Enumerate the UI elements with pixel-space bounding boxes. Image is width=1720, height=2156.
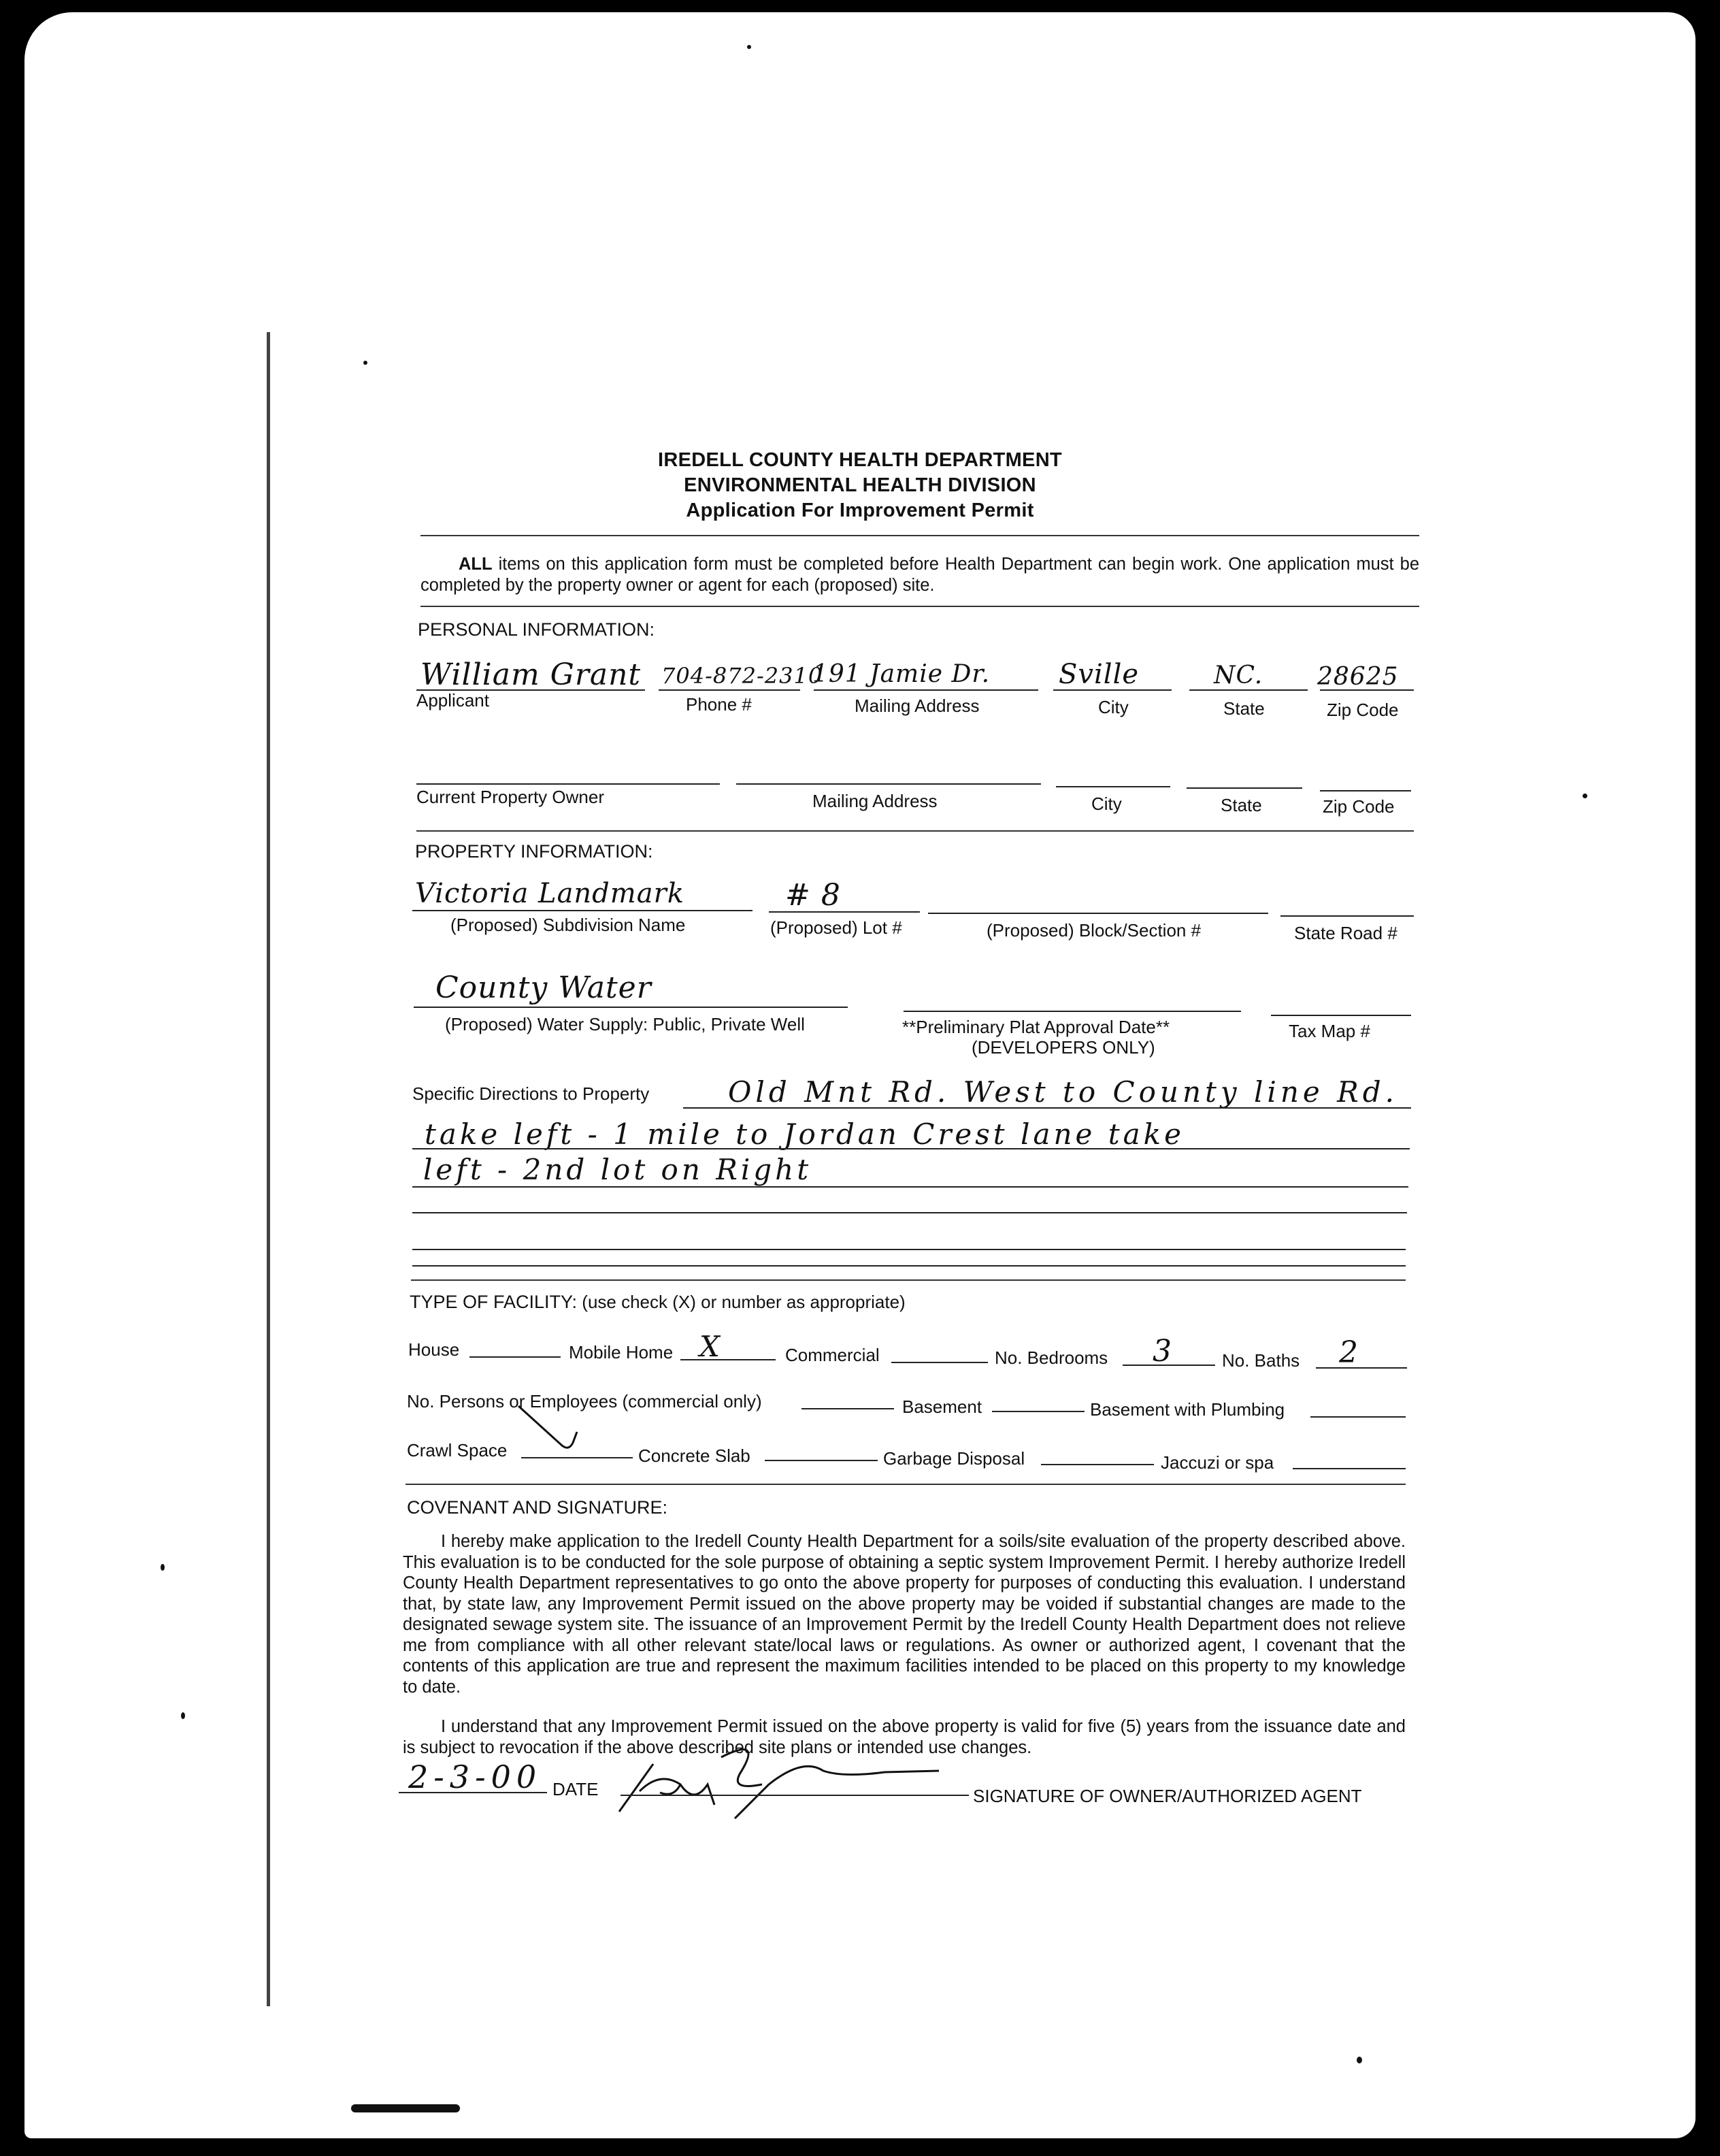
owner-state-line: [1187, 787, 1302, 789]
basement-label: Basement: [902, 1396, 982, 1417]
signature-mark[interactable]: [599, 1744, 953, 1832]
owner-mailing-line: [736, 783, 1041, 785]
subdivision-line: [412, 910, 752, 911]
intro-text: [420, 554, 1419, 595]
zip-line: [1320, 689, 1414, 691]
form-division-title: ENVIRONMENTAL HEALTH DIVISION: [684, 474, 1036, 496]
owner-label: Current Property Owner: [416, 787, 604, 807]
owner-zip-line: [1320, 790, 1411, 791]
baths-label: No. Baths: [1222, 1350, 1300, 1371]
water-label: (Proposed) Water Supply: Public, Private Well: [445, 1014, 805, 1034]
baths-value[interactable]: 2: [1339, 1335, 1359, 1370]
directions-line5: [412, 1249, 1406, 1250]
bedrooms-line: [1123, 1365, 1215, 1366]
lot-label: (Proposed) Lot #: [770, 917, 902, 938]
scan-speck: [747, 45, 751, 49]
owner-mailing-label: Mailing Address: [812, 791, 938, 811]
header-rule: [420, 535, 1419, 536]
personal-rule: [416, 830, 1414, 832]
directions-line1-value[interactable]: Old Mnt Rd. West to County line Rd.: [728, 1075, 1398, 1109]
baths-line: [1316, 1367, 1407, 1369]
subdivision-label: (Proposed) Subdivision Name: [450, 915, 686, 935]
directions-line3: [412, 1186, 1408, 1188]
directions-line2: [412, 1148, 1410, 1149]
bedrooms-value[interactable]: 3: [1153, 1334, 1172, 1369]
commercial-line: [891, 1362, 988, 1363]
basement-line: [992, 1411, 1085, 1412]
directions-line4: [412, 1212, 1407, 1213]
intro-bold: ALL: [459, 555, 493, 574]
applicant-label: Applicant: [416, 690, 489, 710]
personal-heading: PERSONAL INFORMATION:: [418, 619, 655, 640]
intro-body: items on this application form must be completed before Health Department can begin work. One application must be completed by the property owner or agent for each (proposed) site.: [420, 555, 1419, 595]
date-value[interactable]: 2-3-00: [408, 1759, 542, 1795]
directions-line3-value[interactable]: left - 2nd lot on Right: [423, 1153, 812, 1186]
owner-city-label: City: [1091, 794, 1122, 814]
basement-plumbing-line: [1310, 1416, 1406, 1418]
scan-speck: [1357, 2057, 1362, 2063]
state-line: [1189, 689, 1308, 691]
lot-line: [769, 911, 920, 913]
persons-line: [801, 1408, 894, 1409]
plat-label: **Preliminary Plat Approval Date**: [902, 1017, 1170, 1037]
basement-plumbing-label: Basement with Plumbing: [1090, 1399, 1285, 1420]
city-line: [1053, 689, 1172, 691]
signature-label: SIGNATURE OF OWNER/AUTHORIZED AGENT: [973, 1786, 1362, 1806]
signature-line: [621, 1795, 969, 1796]
concrete-slab-line: [765, 1460, 878, 1461]
scan-speck: [161, 1564, 165, 1571]
zip-value[interactable]: 28625: [1317, 663, 1399, 691]
commercial-label: Commercial: [785, 1345, 880, 1365]
covenant-text-2: I understand that any Improvement Permit issued on the above property is valid for five (5) years from the issuance date and is subject to revocation if the above described site plans or intended use changes.: [403, 1717, 1406, 1757]
form-agency-title: IREDELL COUNTY HEALTH DEPARTMENT: [658, 449, 1062, 471]
directions-label: Specific Directions to Property: [412, 1083, 650, 1104]
mobile-home-value[interactable]: X: [699, 1330, 721, 1363]
covenant-paragraph-1: [403, 1531, 1406, 1697]
plat-line: [904, 1011, 1241, 1012]
intro-rule: [420, 606, 1419, 607]
block-line: [928, 913, 1268, 914]
mailing-label: Mailing Address: [855, 696, 980, 716]
state-label: State: [1223, 698, 1265, 719]
facility-heading-title: TYPE OF FACILITY:: [410, 1292, 578, 1312]
jacuzzi-line: [1293, 1468, 1406, 1469]
directions-line6: [412, 1265, 1406, 1267]
phone-label: Phone #: [686, 694, 752, 715]
mailing-line: [814, 689, 1038, 691]
city-value[interactable]: Sville: [1059, 659, 1140, 690]
house-line: [469, 1356, 561, 1358]
plat-developers-label: (DEVELOPERS ONLY): [972, 1037, 1155, 1058]
jacuzzi-label: Jaccuzi or spa: [1161, 1452, 1274, 1473]
scan-edge-mark: [351, 2104, 460, 2112]
crawl-space-check-mark[interactable]: [514, 1402, 596, 1459]
mobile-home-line: [680, 1359, 776, 1360]
date-line: [399, 1792, 547, 1793]
property-rule: [411, 1279, 1406, 1281]
scan-edge-mark: [267, 332, 270, 2006]
mailing-value[interactable]: 191 Jamie Dr.: [812, 660, 991, 688]
mobile-home-label: Mobile Home: [569, 1342, 674, 1362]
facility-heading: [410, 1292, 906, 1313]
crawl-space-label: Crawl Space: [407, 1440, 508, 1460]
taxmap-line: [1271, 1015, 1411, 1016]
covenant-heading: COVENANT AND SIGNATURE:: [407, 1497, 668, 1518]
directions-line1: [683, 1107, 1411, 1109]
water-line: [414, 1007, 848, 1008]
applicant-value[interactable]: William Grant: [420, 657, 642, 692]
block-label: (Proposed) Block/Section #: [987, 920, 1202, 941]
owner-city-line: [1056, 786, 1170, 787]
lot-value[interactable]: # 8: [785, 878, 841, 913]
owner-zip-label: Zip Code: [1323, 796, 1395, 817]
property-heading: PROPERTY INFORMATION:: [415, 841, 653, 862]
taxmap-label: Tax Map #: [1289, 1021, 1370, 1041]
road-line: [1280, 915, 1414, 917]
house-label: House: [408, 1339, 460, 1360]
road-label: State Road #: [1294, 923, 1398, 943]
owner-line: [416, 783, 720, 785]
scan-speck: [1583, 794, 1587, 798]
garbage-disposal-line: [1041, 1464, 1154, 1465]
crawl-space-line: [521, 1457, 633, 1458]
directions-line2-value[interactable]: take left - 1 mile to Jordan Crest lane take: [425, 1117, 1185, 1151]
facility-heading-note: (use check (X) or number as appropriate): [577, 1292, 906, 1312]
city-label: City: [1098, 697, 1129, 717]
bedrooms-label: No. Bedrooms: [995, 1348, 1108, 1368]
persons-label: No. Persons or Employees (commercial only): [407, 1391, 762, 1411]
scan-speck: [181, 1712, 185, 1719]
phone-value[interactable]: 704-872-2310: [661, 663, 823, 689]
covenant-text-1: I hereby make application to the Iredell County Health Department for a soils/site evaluation of the property described above. This evaluation is to be conducted for the sole purpose of obtaining a septic system Improvement Permit. I hereby authorize Iredell County Health Department representatives to go onto the above property for purposes of conducting this evaluation. I understand that, by state law, any Improvement Permit issued on the above property may be voided if substantial changes are made to the designated sewage system site. The issuance of an Improvement Permit by the Iredell County Health Department does not relieve me from compliance with all other relevant state/local laws or regulations. As owner or authorized agent, I covenant that the contents of this application are true and represent the maximum facilities intended to be placed on this property to my knowledge to date.: [403, 1532, 1406, 1697]
state-value[interactable]: NC.: [1214, 662, 1263, 689]
owner-state-label: State: [1221, 795, 1262, 815]
subdivision-value[interactable]: Victoria Landmark: [415, 878, 684, 909]
phone-line: [659, 689, 800, 691]
zip-label: Zip Code: [1327, 700, 1399, 720]
date-label: DATE: [552, 1779, 599, 1799]
garbage-disposal-label: Garbage Disposal: [883, 1448, 1025, 1469]
concrete-slab-label: Concrete Slab: [638, 1446, 750, 1466]
scan-speck: [363, 361, 367, 365]
water-value[interactable]: County Water: [435, 970, 652, 1005]
form-title: Application For Improvement Permit: [686, 500, 1034, 521]
facility-rule: [406, 1484, 1406, 1485]
